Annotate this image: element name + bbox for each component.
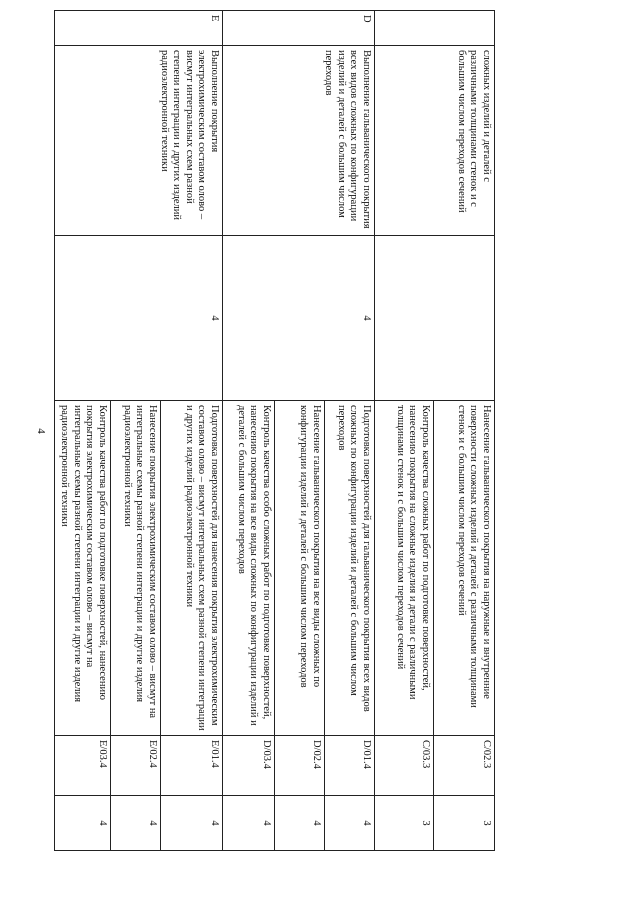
task-name: Нанесение покрытия электрохимическим составом олово – висмут на интегральные схемы разной степени интеграции и другие изделия радиоэлектронной техники [111,401,161,735]
task-code: D/03.4 [258,736,276,795]
rotated-table-container [55,10,495,850]
task-names-cell [223,401,375,736]
task-name: Контроль качества особо сложных работ по подготовке поверхностей, нанесению покрытия на все виды сложных по конфигурации изделий и деталей с большим числом переходов [233,401,276,735]
task-qualification: 4 [361,820,372,826]
row-letter: E [55,11,223,46]
task-code: E/01.4 [209,740,220,768]
task-qualification: 4 [209,820,220,826]
task-names-cell [375,401,495,736]
task-qualification: 3 [417,796,435,850]
task-code: D/01.4 [361,740,372,769]
task-code: E/03.4 [94,736,112,795]
task-quals-cell [375,796,495,851]
page-number: 4 [35,428,47,434]
qualification-level: 4 [223,236,375,401]
task-codes-cell [375,736,495,796]
task-qualification: 4 [94,796,112,850]
table-row [223,11,375,851]
task-name: Нанесение гальванического покрытия на все виды сложных по конфигурации изделий и деталей с большим числом переходов [275,401,325,735]
task-code: D/02.4 [275,736,325,795]
qualification-level: 4 [55,236,223,401]
task-codes-cell [223,736,375,796]
task-names-cell [55,401,223,736]
task-qualification: 4 [258,796,276,850]
task-name: Подготовка поверхностей для нанесения покрытия электрохимическим составом олово – висмут интегральных схем разной степени интеграции и других изделий радиоэлектронной техники [184,405,220,731]
task-qualification: 3 [481,820,492,826]
task-qualification: 4 [275,796,325,850]
row-letter [375,11,495,46]
table-row [55,11,223,851]
function-name: Выполнение гальванического покрытия всех видов сложных по конфигурации изделий и деталей с большим числом переходов [223,46,375,236]
task-codes-cell [55,736,223,796]
task-qualification: 4 [111,796,161,850]
professional-functions-table [54,10,495,851]
table-row [375,11,495,851]
task-name: Подготовка поверхностей для гальванического покрытия всех видов сложных по конфигурации изделий и деталей с большим числом переходов [336,405,372,712]
task-name: Контроль качества сложных работ по подготовке поверхностей, нанесению покрытия на сложные изделия и детали с различными толщинами стенок и с большим числом переходов сечений [392,401,435,735]
task-name: Нанесение гальванического покрытия на наружные и внутренние поверхности сложных изделий и деталей с различными толщинами стенок и с большим числом переходов сечений [456,405,492,708]
qualification-level [375,236,495,401]
function-name: сложных изделий и деталей с различными толщинами стенок и с большим числом переходов сечений [375,46,495,236]
task-code: C/03.3 [417,736,435,795]
task-code: E/02.4 [111,736,161,795]
task-name: Контроль качества работ по подготовке поверхностей, нанесению покрытия электрохимическим составом олово – висмут на интегральные схемы разной степени интеграции и другие изделия радиоэлектронной техники [56,401,111,735]
task-quals-cell [223,796,375,851]
row-letter: D [223,11,375,46]
rotated-table-frame [55,10,495,850]
task-code: C/02.3 [481,740,492,769]
task-quals-cell [55,796,223,851]
function-name: Выполнение покрытия электрохимическим составом олово – висмут интегральных схем разной степени интеграции и других изделий радиоэлектронной техники [55,46,223,236]
